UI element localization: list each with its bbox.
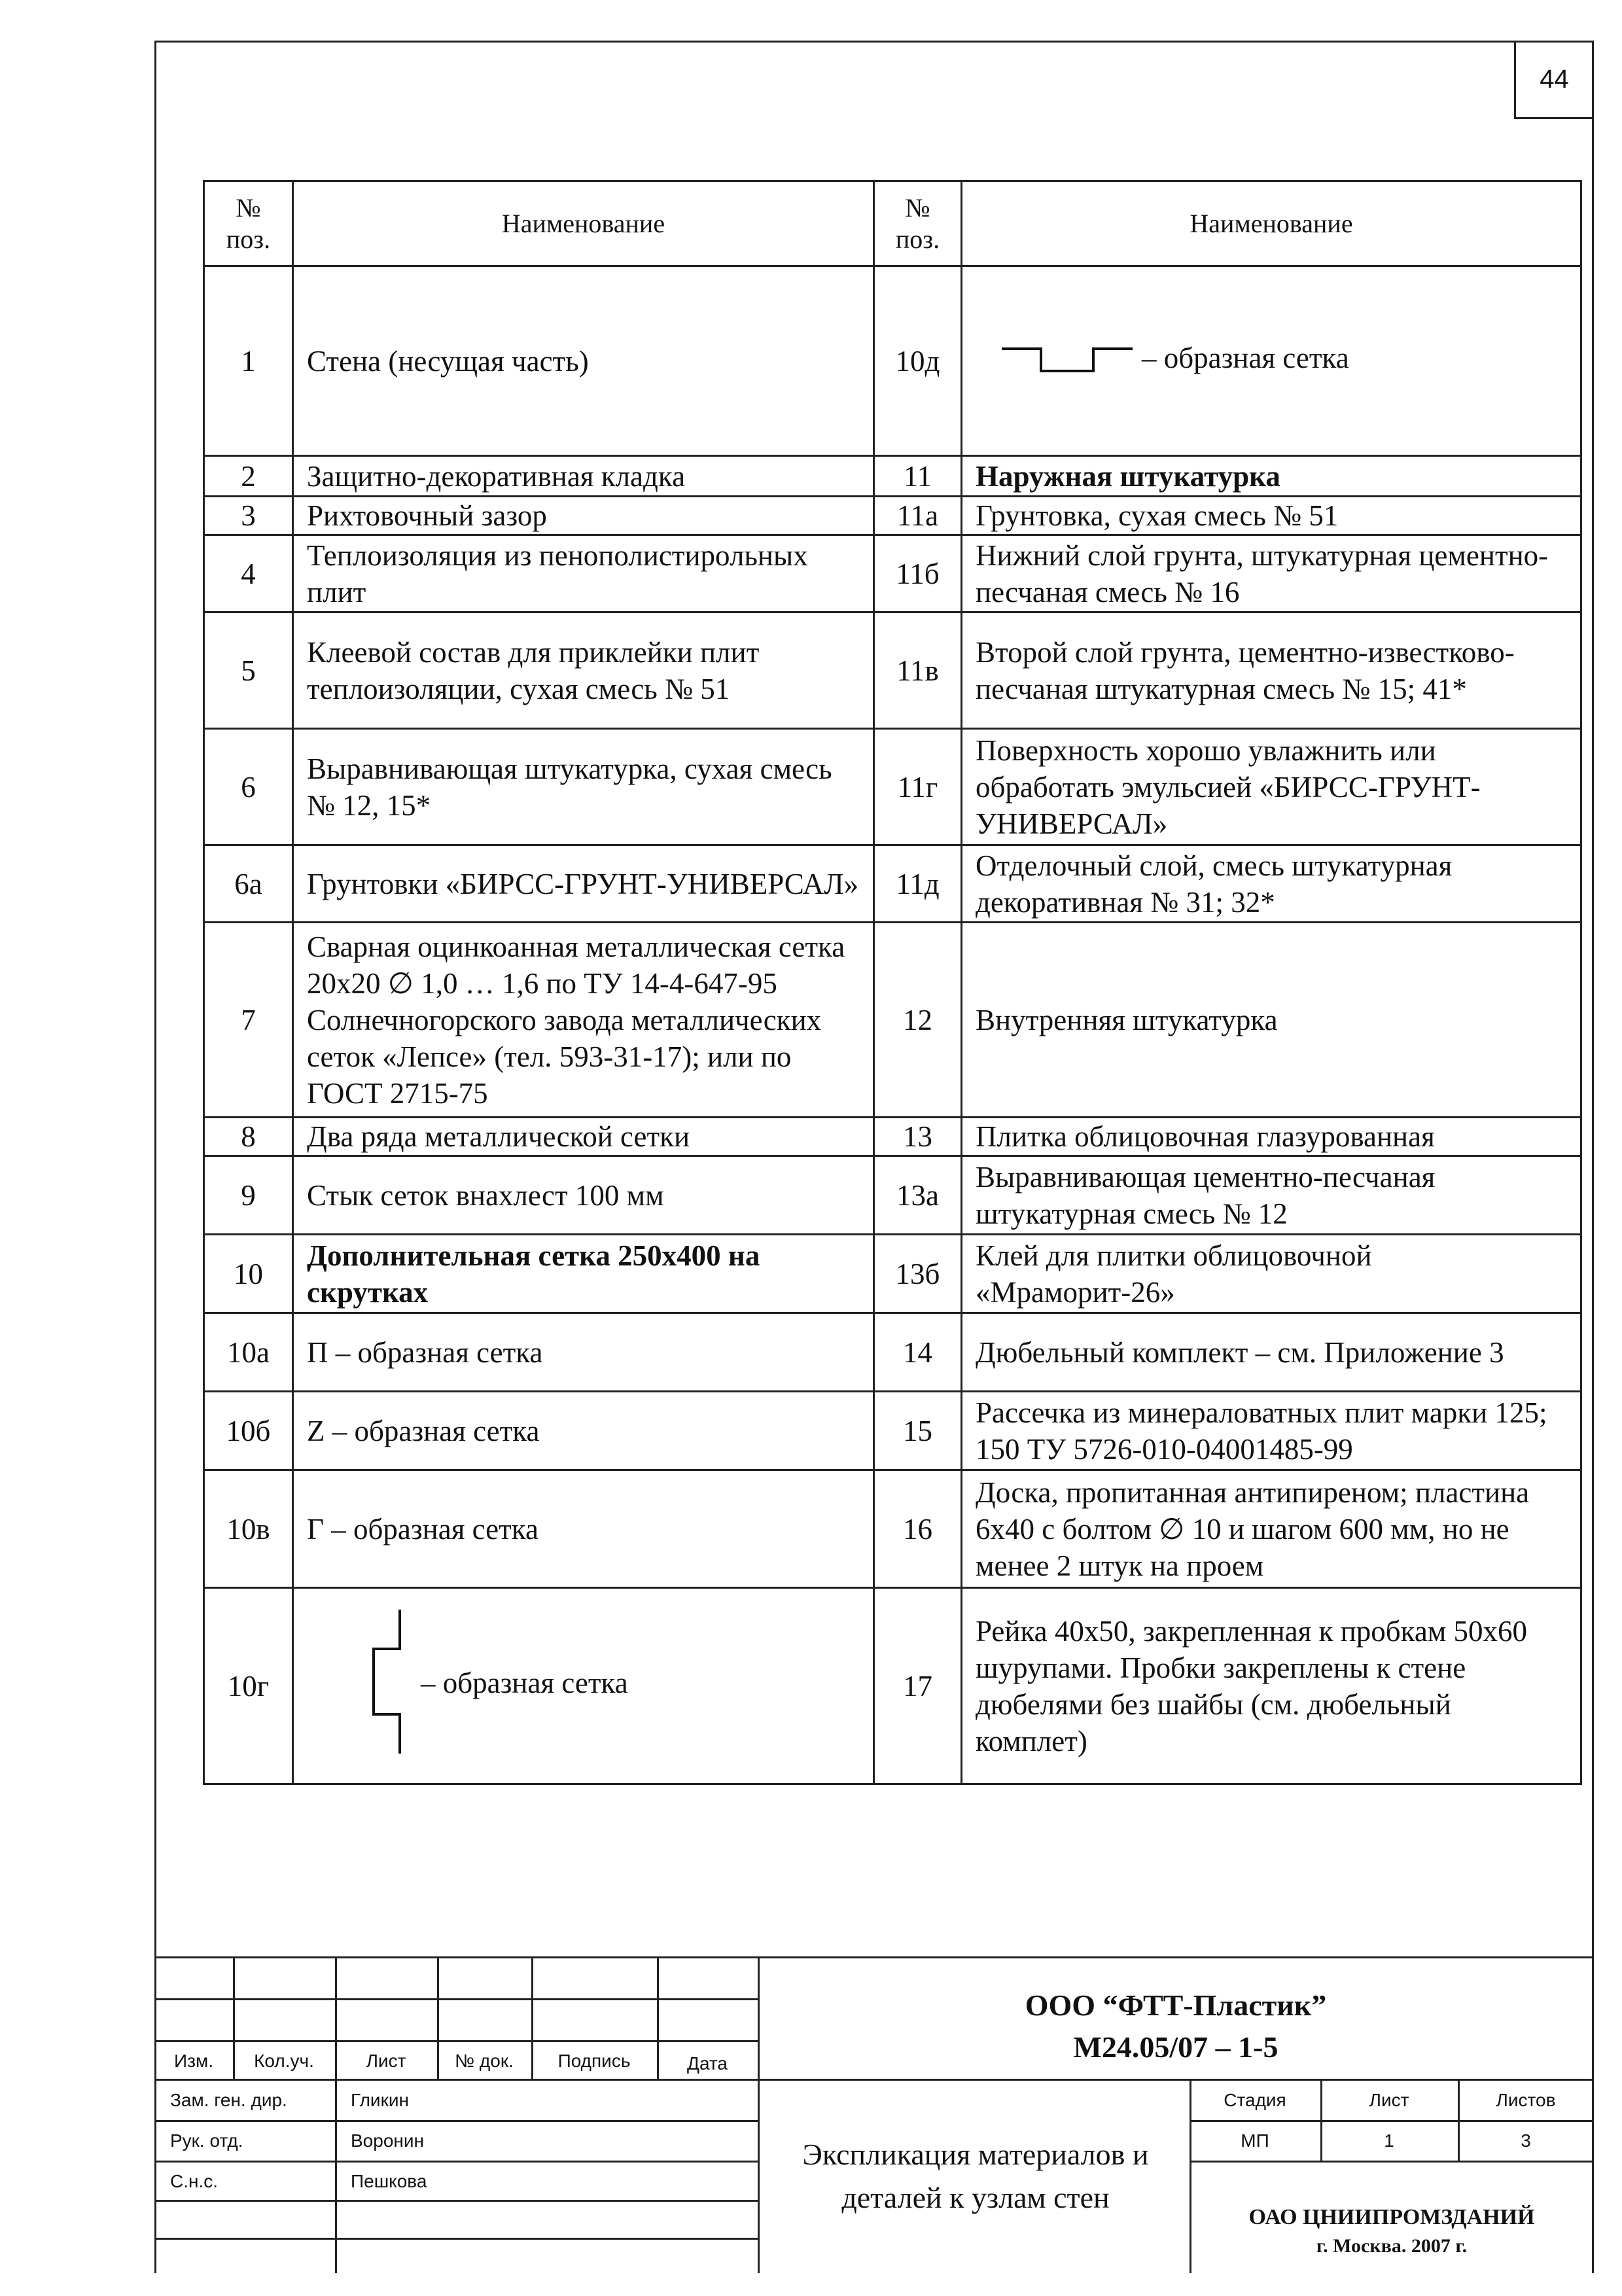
right-position [874,1156,962,1235]
left-name-text: Г – образная сетка [307,1512,538,1545]
role-3-name: Пешкова [351,2171,427,2191]
right-name-text: – образная сетка [1142,341,1349,374]
kol-label: Кол.уч. [254,2051,314,2071]
right-position-text: 12 [903,1003,932,1036]
right-name [962,497,1581,535]
left-position-text: 8 [241,1120,256,1153]
left-name [293,456,874,497]
table-row [204,1588,1581,1784]
header-name-left: Наименование [293,181,874,266]
left-position [204,1392,293,1470]
left-position-text: 10 [234,1257,263,1290]
sheet-value: 1 [1384,2130,1394,2151]
materials-table [203,180,1582,1785]
right-name [962,1118,1581,1156]
right-position-text: 15 [903,1414,932,1447]
right-name-text: Грунтовка, сухая смесь № 51 [976,499,1339,532]
role-1-name: Гликин [351,2090,409,2110]
left-name-text: Грунтовки «БИРСС-ГРУНТ-УНИВЕРСАЛ» [307,867,859,900]
table-row [204,266,1581,456]
left-position-text: 10а [227,1335,270,1369]
sign-label: Подпись [557,2051,631,2071]
stage-label: Стадия [1224,2090,1286,2110]
left-position-text: 10г [227,1669,270,1703]
right-position-text: 13 [903,1120,932,1153]
left-position [204,1235,293,1313]
right-name [962,1235,1581,1313]
list-label: Лист [366,2051,406,2071]
organization-city: г. Москва. 2007 г. [1316,2235,1468,2257]
right-position [874,845,962,923]
left-position-text: 6а [234,867,262,900]
table-row [204,1156,1581,1235]
table-row [204,612,1581,729]
page-number: 44 [1514,42,1593,119]
right-name [962,612,1581,729]
sheets-label: Листов [1496,2090,1556,2110]
right-name [962,1156,1581,1235]
left-name-text: – образная сетка [421,1666,628,1699]
stage-value: МП [1241,2130,1269,2151]
left-name [293,1392,874,1470]
right-position [874,1313,962,1392]
table-row [204,1392,1581,1470]
right-position [874,535,962,612]
left-position [204,266,293,456]
left-position-text: 7 [241,1003,256,1036]
right-position-text: 14 [903,1335,932,1369]
right-position [874,1470,962,1588]
left-position [204,1588,293,1784]
left-position [204,612,293,729]
step-mesh-icon [359,1610,412,1762]
left-name [293,1156,874,1235]
role-2: Рук. отд. [170,2130,243,2151]
left-name-text: Дополнительная сетка 250х400 на скрутках [307,1239,760,1309]
right-position-text: 11 [903,459,932,493]
table-row [204,1313,1581,1392]
header-pos-left: № поз. [204,181,293,266]
right-name-text: Доска, пропитанная антипиреном; пластина 6х40 с болтом ∅ 10 и шагом 600 мм, но не менее 2 штук на проем [976,1475,1530,1582]
left-position [204,1156,293,1235]
left-position [204,535,293,612]
right-name-text: Поверхность хорошо увлажнить или обработать эмульсией «БИРСС-ГРУНТ-УНИВЕРСАЛ» [976,733,1481,840]
table-row [204,923,1581,1118]
table-row [204,1235,1581,1313]
table-row [204,535,1581,612]
organization-name: ОАО ЦНИИПРОМЗДАНИЙ [1248,2205,1535,2229]
right-name [962,845,1581,923]
right-name-text: Выравнивающая цементно-песчаная штукатурная смесь № 12 [976,1160,1436,1230]
right-name [962,266,1581,456]
left-name [293,1588,874,1784]
left-name-text: Защитно-декоративная кладка [307,459,686,493]
left-position-text: 3 [241,499,256,532]
right-name-text: Рассечка из минераловатных плит марки 125; 150 ТУ 5726-010-04001485-99 [976,1396,1547,1466]
left-position-text: 10б [226,1414,271,1447]
left-position [204,923,293,1118]
table-row [204,729,1581,845]
left-name-text: Выравнивающая штукатурка, сухая смесь № 12, 15* [307,752,832,822]
izm-label: Изм. [174,2051,213,2071]
right-position [874,1118,962,1156]
table-row [204,1470,1581,1588]
left-position-text: 2 [241,459,256,493]
left-name [293,535,874,612]
right-position-text: 11в [896,654,939,687]
table-row [204,1118,1581,1156]
role-3: С.н.с. [170,2171,219,2191]
left-name-text: Рихтовочный зазор [307,499,547,532]
left-position-text: 10в [226,1512,270,1545]
table-header-row [204,181,1581,266]
title-block [154,1956,1594,2273]
right-position-text: 11д [896,867,940,900]
right-position-text: 17 [903,1669,932,1703]
right-position [874,1235,962,1313]
right-name [962,535,1581,612]
left-position [204,456,293,497]
left-name-text: Теплоизоляция из пенополистирольных плит [307,539,808,609]
left-name-text: Сварная оцинкоанная металлическая сетка 20х20 ∅ 1,0 … 1,6 по ТУ 14-4-647-95 Солнечногорского завода металлических сеток «Лепсе» (тел. 593-31-17); или по ГОСТ 2715-75 [307,930,845,1110]
right-name-text: Второй слой грунта, цементно-известково-песчаная штукатурная смесь № 15; 41* [976,635,1515,705]
table-row [204,845,1581,923]
left-position-text: 4 [241,557,256,590]
sheet-label: Лист [1369,2090,1409,2110]
left-position [204,729,293,845]
doc-label: № док. [455,2051,514,2071]
left-name-text: Z – образная сетка [307,1414,540,1447]
right-name-text: Рейка 40х50, закрепленная к пробкам 50х60 шурупами. Пробки закреплены к стене дюбелями без шайбы (см. дюбельный комплет) [976,1614,1528,1757]
right-position [874,1588,962,1784]
right-name-text: Дюбельный комплект – см. Приложение 3 [976,1335,1504,1369]
document-code: М24.05/07 – 1-5 [1073,2030,1278,2064]
sheets-value: 3 [1521,2130,1531,2151]
right-position-text: 13б [895,1257,940,1290]
left-name-text: Два ряда металлической сетки [307,1120,690,1153]
left-name [293,1235,874,1313]
right-name-text: Наружная штукатурка [976,459,1280,493]
left-position [204,497,293,535]
header-name-right: Наименование [962,181,1581,266]
left-position [204,845,293,923]
header-pos-right: № поз. [874,181,962,266]
left-position [204,1470,293,1588]
left-name [293,1118,874,1156]
left-position-text: 6 [241,770,256,804]
right-position-text: 16 [903,1512,932,1545]
right-position-text: 11а [896,499,939,532]
right-name [962,729,1581,845]
left-name [293,266,874,456]
right-position [874,497,962,535]
left-name-text: Стена (несущая часть) [307,344,589,378]
right-position [874,456,962,497]
left-name-text: П – образная сетка [307,1335,543,1369]
document-title: Экспликация материалов и деталей к узлам стен [802,2138,1149,2214]
left-position-text: 5 [241,654,256,687]
table-row [204,456,1581,497]
table-row [204,497,1581,535]
right-name-text: Клей для плитки облицовочной «Мраморит-26» [976,1239,1372,1309]
right-position [874,923,962,1118]
right-position [874,612,962,729]
left-position-text: 1 [241,344,256,378]
right-position-text: 11б [896,557,940,590]
right-name-text: Нижний слой грунта, штукатурная цементно-песчаная смесь № 16 [976,539,1549,609]
right-name-text: Внутренняя штукатурка [976,1003,1278,1036]
role-1: Зам. ген. дир. [170,2090,287,2110]
right-name-text: Плитка облицовочная глазурованная [976,1120,1435,1153]
left-name-text: Клеевой состав для приклейки плит теплоизоляции, сухая смесь № 51 [307,635,760,705]
right-position [874,266,962,456]
right-position [874,1392,962,1470]
right-position-text: 13а [896,1178,939,1212]
left-position [204,1118,293,1156]
left-position [204,1313,293,1392]
left-name [293,845,874,923]
right-name [962,1470,1581,1588]
right-position-text: 11г [897,770,938,804]
right-name [962,923,1581,1118]
role-2-name: Воронин [351,2130,424,2151]
left-name [293,1470,874,1588]
left-name-text: Стык сеток внахлест 100 мм [307,1178,664,1212]
channel-mesh-icon [1002,337,1133,385]
right-name [962,1313,1581,1392]
left-position-text: 9 [241,1178,256,1212]
right-name [962,1588,1581,1784]
left-name [293,612,874,729]
left-name [293,1313,874,1392]
right-name [962,456,1581,497]
left-name [293,729,874,845]
right-position-text: 10д [895,344,940,378]
date-label: Дата [686,2053,728,2074]
right-name-text: Отделочный слой, смесь штукатурная декоративная № 31; 32* [976,849,1453,919]
left-name [293,923,874,1118]
company-name: ООО “ФТТ-Пластик” [1025,1988,1327,2022]
right-name [962,1392,1581,1470]
left-name [293,497,874,535]
right-position [874,729,962,845]
